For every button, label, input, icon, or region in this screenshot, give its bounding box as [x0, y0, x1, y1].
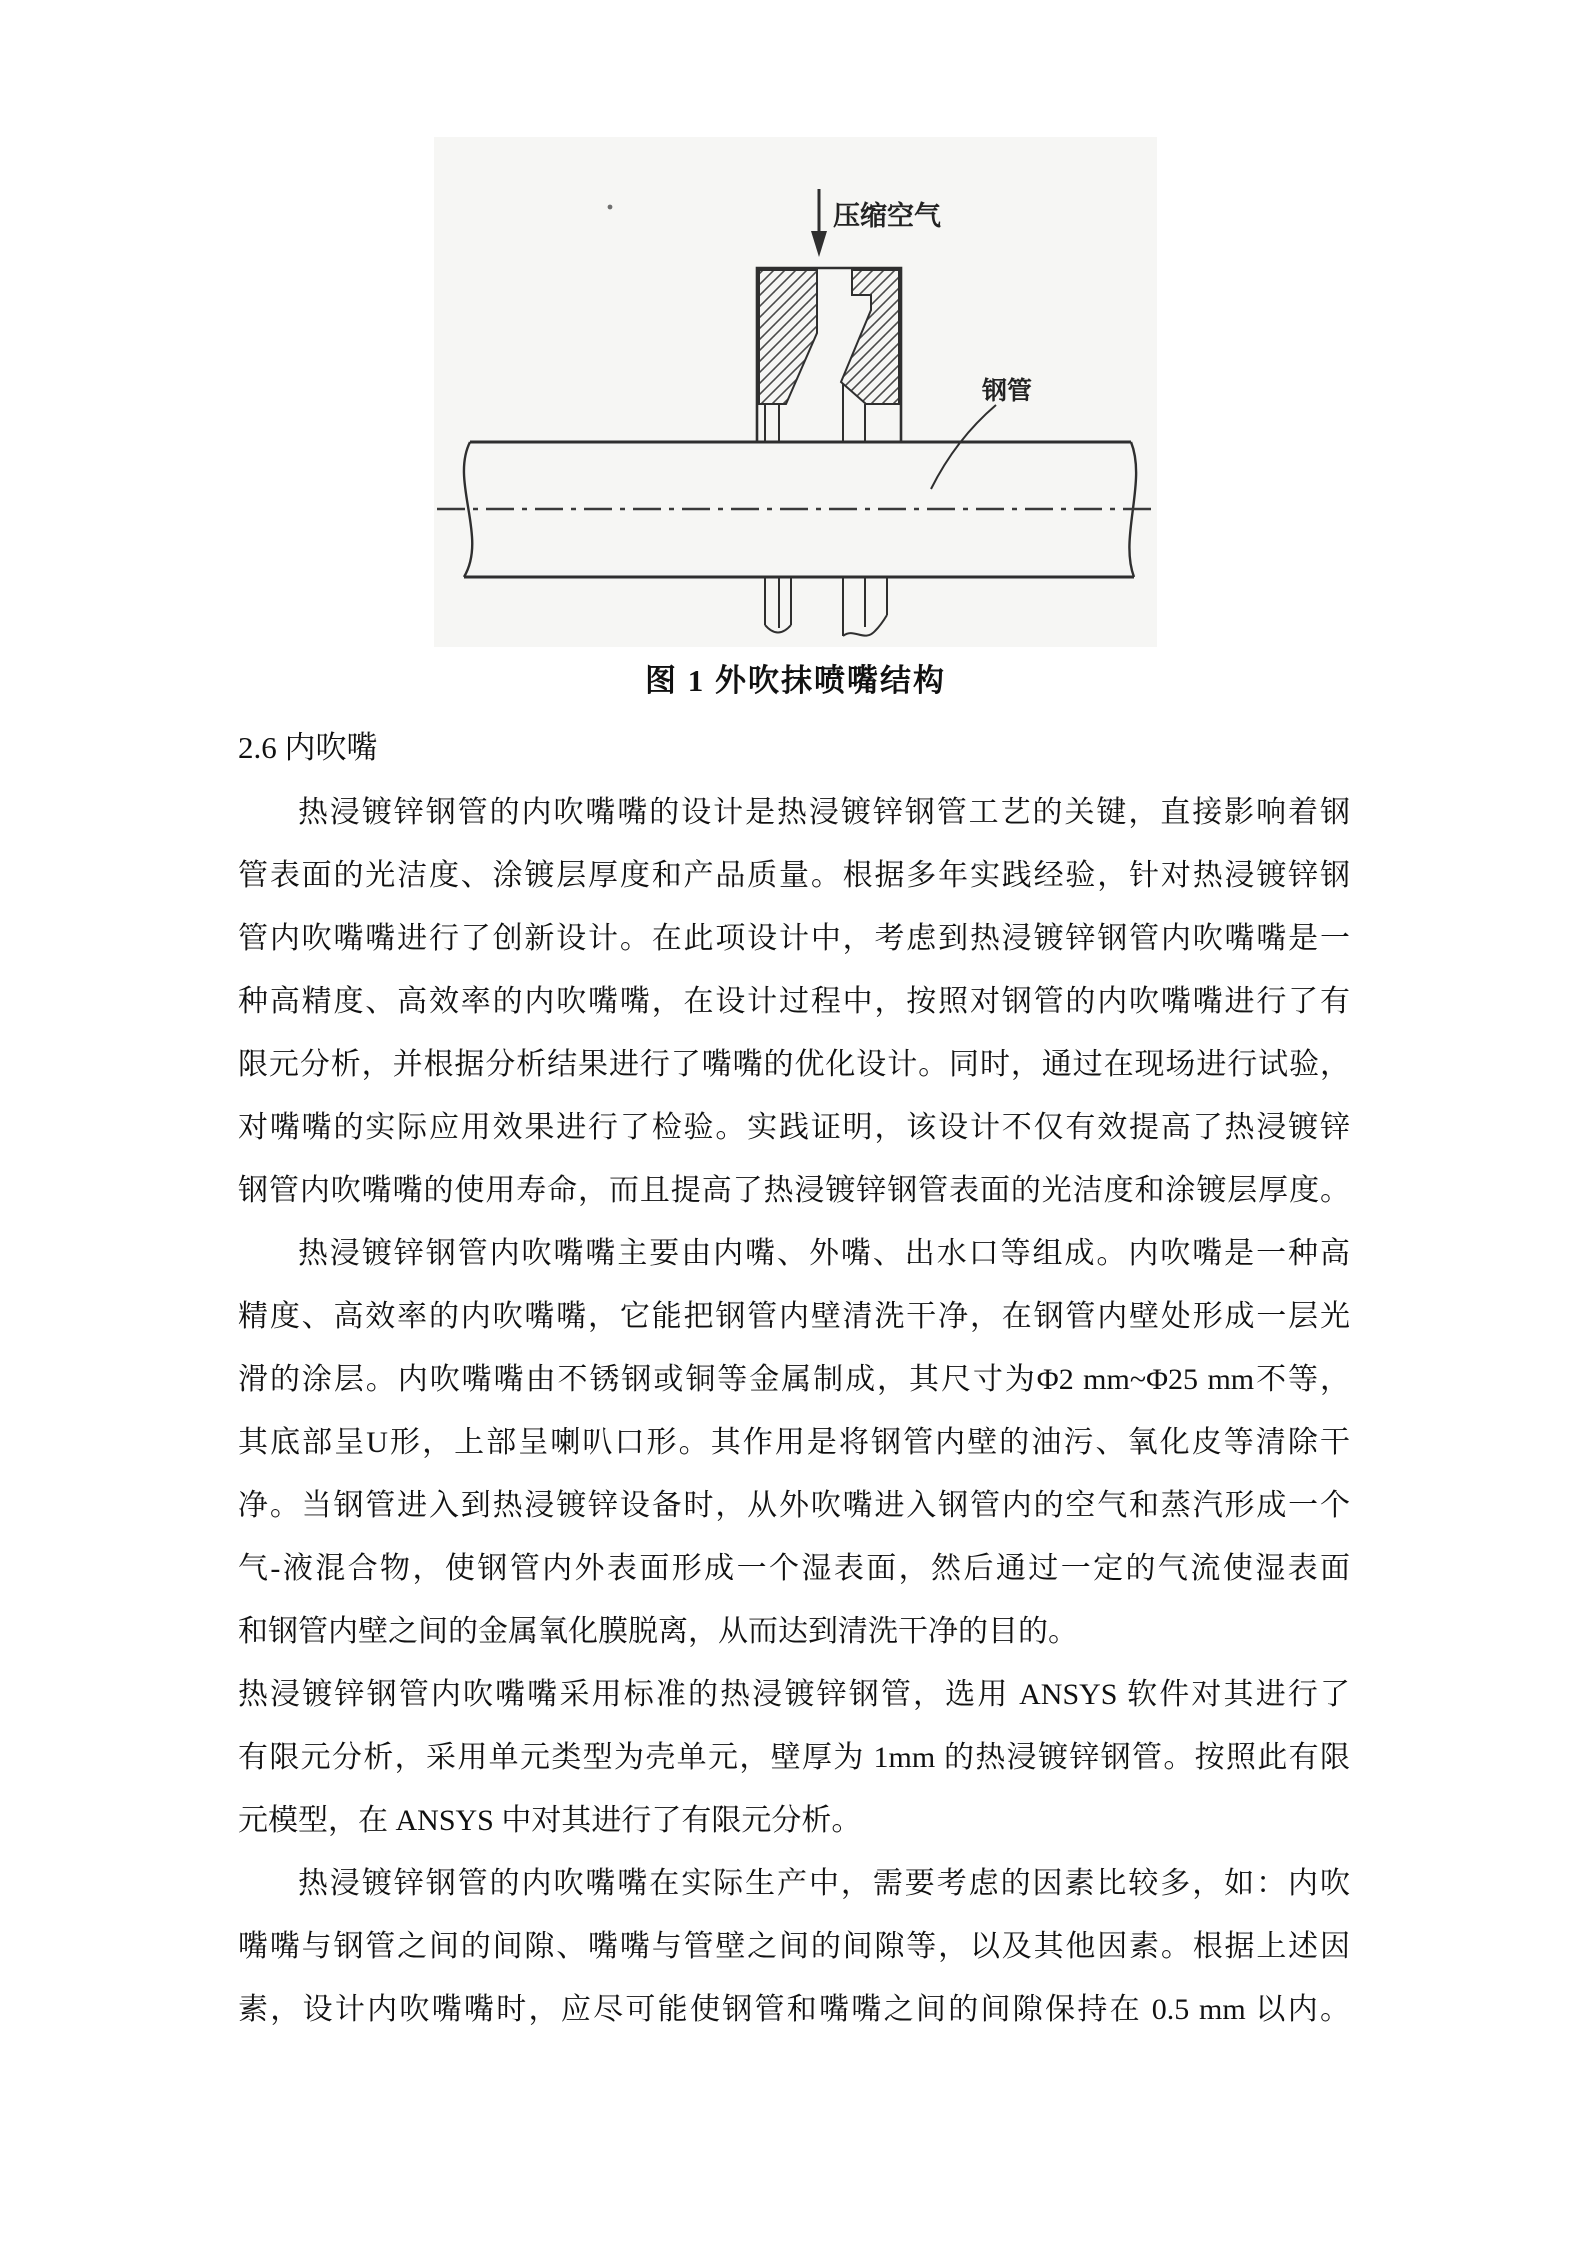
text-line: 热浸镀锌钢管的内吹嘴嘴在实际生产中，需要考虑的因素比较多，如：内吹	[298, 1867, 1350, 1900]
steel-pipe-leader-line	[931, 405, 996, 489]
scan-speck	[608, 205, 613, 210]
text-line: 净。当钢管进入到热浸镀锌设备时，从外吹嘴进入钢管内的空气和蒸汽形成一个	[238, 1489, 1350, 1522]
lower-tube-stubs	[765, 577, 887, 636]
text-line: 限元分析，并根据分析结果进行了嘴嘴的优化设计。同时，通过在现场进行试验，	[238, 1048, 1350, 1081]
body-text	[238, 781, 1350, 2041]
nozzle-left-funnel	[759, 270, 817, 404]
nozzle-right-block	[841, 270, 899, 404]
text-line: 管表面的光洁度、涂镀层厚度和产品质量。根据多年实践经验，针对热浸镀锌钢	[238, 859, 1350, 892]
text-line: 其底部呈U形，上部呈喇叭口形。其作用是将钢管内壁的油污、氧化皮等清除干	[238, 1426, 1350, 1459]
compressed-air-label: 压缩空气	[833, 201, 941, 231]
text-line: 滑的涂层。内吹嘴嘴由不锈钢或铜等金属制成，其尺寸为Φ2 mm~Φ25 mm不等，	[238, 1363, 1350, 1396]
compressed-air-arrow-icon	[811, 189, 827, 257]
text-line: 气-液混合物，使钢管内外表面形成一个湿表面，然后通过一定的气流使湿表面	[238, 1552, 1350, 1585]
text-line: 嘴嘴与钢管之间的间隙、嘴嘴与管壁之间的间隙等，以及其他因素。根据上述因	[238, 1930, 1350, 1963]
pipe-left-break	[464, 442, 472, 577]
text-line: 热浸镀锌钢管内吹嘴嘴采用标准的热浸镀锌钢管，选用 ANSYS 软件对其进行了	[238, 1678, 1350, 1711]
text-line: 有限元分析，采用单元类型为壳单元，壁厚为 1mm 的热浸镀锌钢管。按照此有限	[238, 1741, 1350, 1774]
text-line: 热浸镀锌钢管的内吹嘴嘴的设计是热浸镀锌钢管工艺的关键，直接影响着钢	[298, 796, 1350, 829]
text-line: 管内吹嘴嘴进行了创新设计。在此项设计中，考虑到热浸镀锌钢管内吹嘴嘴是一	[238, 922, 1350, 955]
text-line: 种高精度、高效率的内吹嘴嘴，在设计过程中，按照对钢管的内吹嘴嘴进行了有	[238, 985, 1350, 1018]
nozzle-diagram	[434, 137, 1157, 647]
text-line: 热浸镀锌钢管内吹嘴嘴主要由内嘴、外嘴、出水口等组成。内吹嘴是一种高	[298, 1237, 1350, 1270]
figure-scan-region	[434, 137, 1157, 647]
section-heading: 2.6 内吹嘴	[238, 730, 378, 765]
steel-pipe-label: 钢管	[982, 378, 1033, 405]
text-line: 钢管内吹嘴嘴的使用寿命，而且提高了热浸镀锌钢管表面的光洁度和涂镀层厚度。	[238, 1174, 1350, 1207]
figure-caption: 图 1 外吹抹喷嘴结构	[645, 663, 946, 698]
text-line: 元模型，在 ANSYS 中对其进行了有限元分析。	[238, 1804, 862, 1837]
text-line: 素，设计内吹嘴嘴时，应尽可能使钢管和嘴嘴之间的间隙保持在 0.5 mm 以内。	[238, 1993, 1350, 2026]
text-line: 对嘴嘴的实际应用效果进行了检验。实践证明，该设计不仅有效提高了热浸镀锌	[238, 1111, 1350, 1144]
text-line: 精度、高效率的内吹嘴嘴，它能把钢管内壁清洗干净，在钢管内壁处形成一层光	[238, 1300, 1350, 1333]
steel-pipe	[437, 442, 1153, 577]
text-line: 和钢管内壁之间的金属氧化膜脱离，从而达到清洗干净的目的。	[238, 1615, 1078, 1648]
